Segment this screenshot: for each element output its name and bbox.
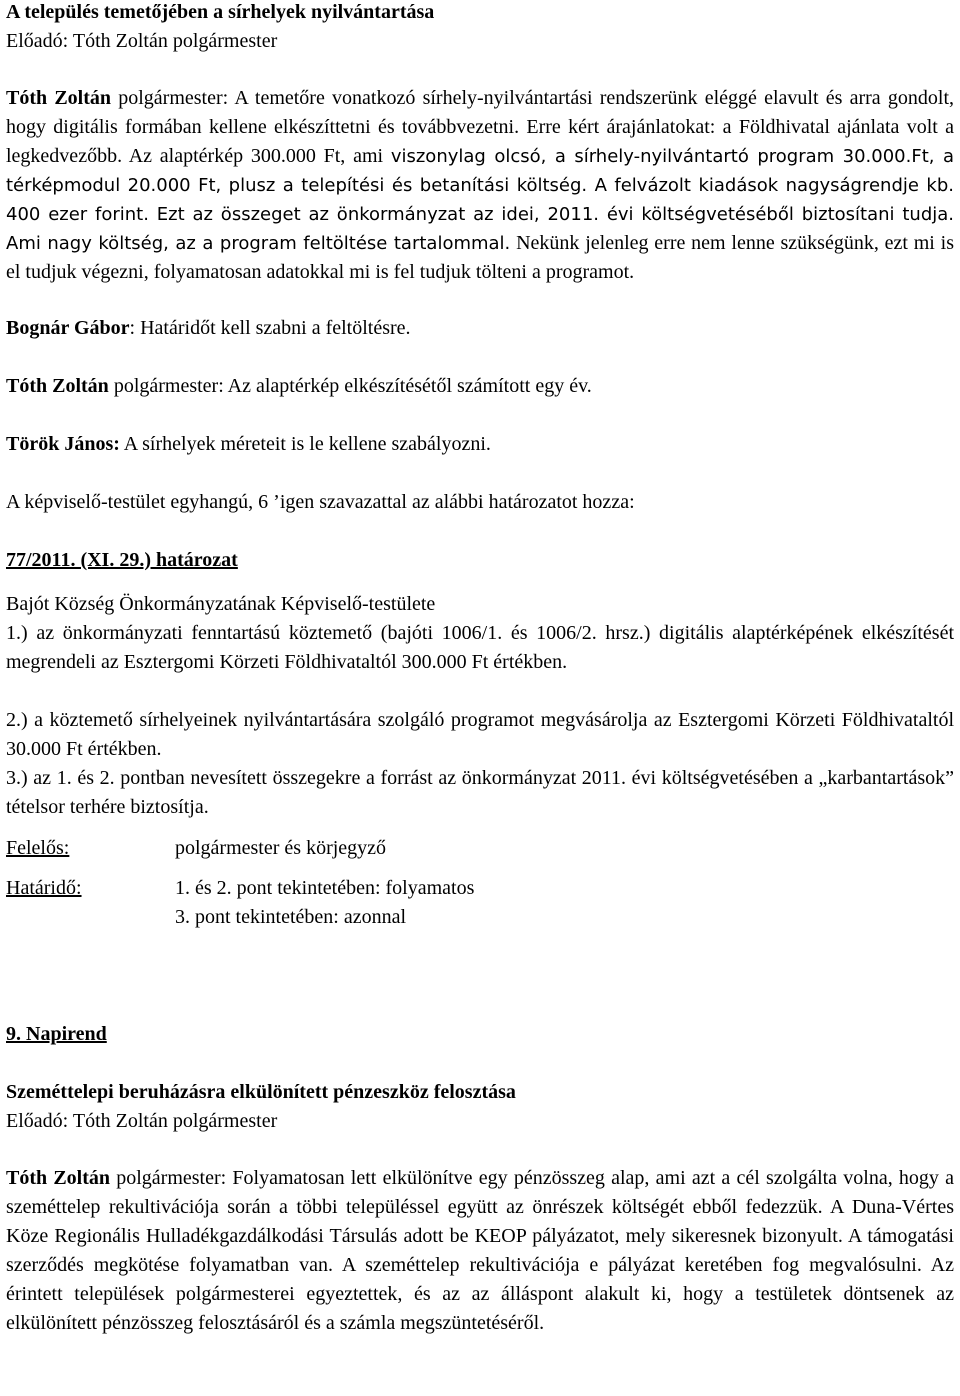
speaker-name: Tóth Zoltán	[6, 375, 109, 397]
item9-header	[6, 1078, 954, 1136]
paragraph-text-sans: viszonylag olcsó, a sírhely-nyilvántartó program 30.000.Ft, a térképmodul 20.000 Ft, plusz a telepítési és betanítási költség. A felvázolt kiadások nagyságrendje kb. 400 ezer forint. Ezt az összeget az önkormányzat az idei, 2011. évi költségvetéséből biztosítani tudja. Ami nagy költség, az a program feltöltése tartalommal.	[6, 146, 954, 254]
deadline-value-1: 1. és 2. pont tekintetében: folyamatos	[175, 877, 475, 899]
item8-title: A település temetőjében a sírhelyek nyilvántartása	[6, 1, 435, 23]
paragraph-toth-3	[6, 1164, 954, 1338]
item9-title: Szeméttelepi beruházásra elkülönített pénzeszköz felosztása	[6, 1081, 516, 1103]
paragraph-text: A sírhelyek méreteit is le kellene szabályozni.	[119, 433, 491, 455]
deadline-row	[6, 874, 954, 932]
deadline-value-2: 3. pont tekintetében: azonnal	[175, 906, 407, 928]
item9-heading: 9. Napirend	[6, 1023, 107, 1045]
speaker-role: polgármester:	[111, 87, 235, 109]
paragraph-bognar	[6, 314, 954, 343]
responsible-value: polgármester és körjegyző	[175, 837, 387, 859]
speaker-name: Tóth Zoltán	[6, 1167, 111, 1189]
responsible-label: Felelős:	[6, 837, 70, 859]
paragraph-text: Nekünk jelenleg erre nem lenne szükségünk, ezt mi is el tudjuk végezni, folyamatosan adatokkal mi is fel tudjuk tölteni a programot.	[6, 232, 954, 283]
speaker-name: Török János:	[6, 433, 120, 455]
responsible-row	[6, 834, 954, 863]
speaker-name: Tóth Zoltán	[6, 87, 112, 109]
resolution-body: Bajót Község Önkormányzatának Képviselő-testülete	[6, 593, 436, 615]
resolution-number: 77/2011. (XI. 29.) határozat	[6, 549, 238, 571]
deadline-label: Határidő:	[6, 877, 82, 899]
paragraph-text: : Határidőt kell szabni a feltöltésre.	[129, 317, 411, 339]
vote-statement: A képviselő-testület egyhangú, 6 ’igen szavazattal az alábbi határozatot hozza:	[6, 491, 635, 513]
resolution-number-line	[6, 546, 954, 575]
resolution-point-1: 1.) az önkormányzati fenntartású köztemető (bajóti 1006/1. és 1006/2. hrsz.) digitális alaptérképének elkészítését megrendeli az Esztergomi Körzeti Földhivataltól 300.000 Ft értékben.	[6, 622, 954, 673]
paragraph-text: polgármester: Az alaptérkép elkészítésétől számított egy év.	[108, 375, 592, 397]
resolution-point-2: 2.) a köztemető sírhelyeinek nyilvántartására szolgáló programot megvásárolja az Esztergomi Körzeti Földhivataltól 30.000 Ft értékben.	[6, 709, 954, 760]
item8-presenter: Előadó: Tóth Zoltán polgármester	[6, 30, 278, 52]
paragraph-text: polgármester: Folyamatosan lett elkülönítve egy pénzösszeg alap, ami azt a cél szolgálta volna, hogy a szeméttelep rekultivációja során a többi településsel együtt az önrészek költségét ebből fedezzük. A Duna-Vértes Köze Regionális Hulladékgazdálkodási Társulás adott be KEOP pályázatot, mely sikeresnek bizonyult. A támogatási szerződés megkötése folyamatban van. A szeméttelep rekultivációja e pályázat keretében fog megvalósulni. Az érintett települések polgármesterei egyeztettek, és az az álláspont alakult ki, hogy a testületek döntsenek az elkülönített pénzösszeg felosztásáról és a számla megszüntetéséről.	[6, 1167, 954, 1334]
resolution-point-3: 3.) az 1. és 2. pontban nevesített összegekre a forrást az önkormányzat 2011. évi költségvetésében a „karbantartások” tételsor terhére biztosítja.	[6, 767, 954, 818]
paragraph-toth-1	[6, 84, 954, 287]
speaker-name: Bognár Gábor	[6, 317, 130, 339]
paragraph-torok	[6, 430, 954, 459]
paragraph-toth-2	[6, 372, 954, 401]
item9-presenter: Előadó: Tóth Zoltán polgármester	[6, 1110, 278, 1132]
paragraph-text: A temetőre vonatkozó sírhely-nyilvántartási rendszerünk eléggé elavult és arra gondolt, hogy digitális formában kellene elkészíttetni és továbbvezetni. Erre kért árajánlatokat: a Földhivatal ajánlata volt a legkedvezőbb. Az alaptérkép 300.000 Ft, ami	[6, 87, 955, 167]
item9-heading-line	[6, 1020, 954, 1049]
item8-header	[6, 0, 954, 56]
